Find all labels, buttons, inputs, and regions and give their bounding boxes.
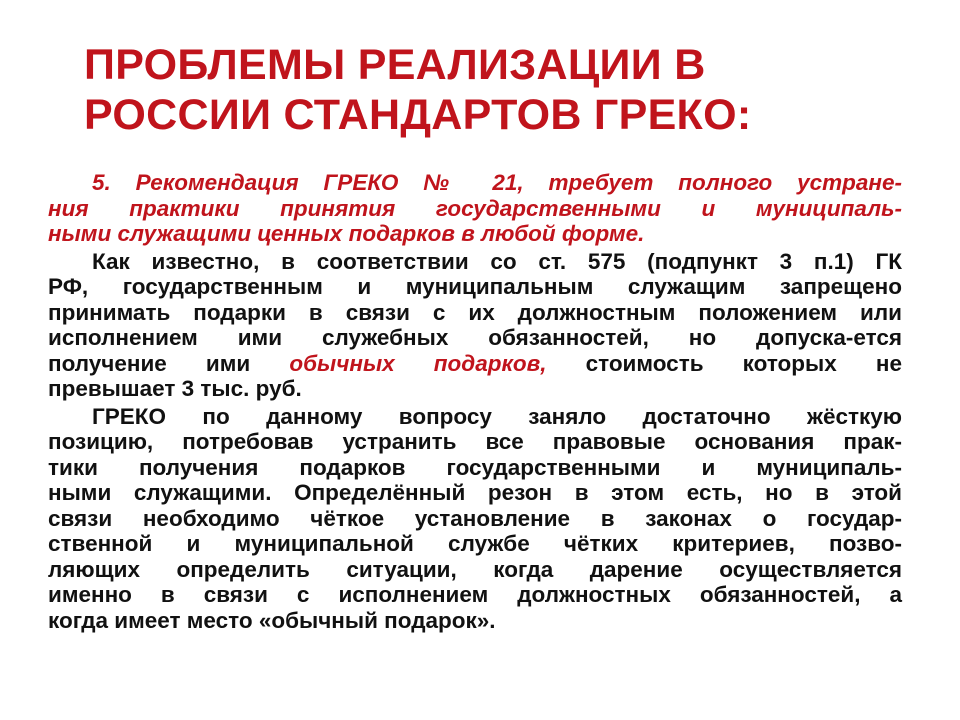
text-line: принимать подарки в связи с их должностным положением или xyxy=(48,299,902,325)
text-line: ными служащими ценных подарков в любой форме. xyxy=(48,221,645,246)
text-line: ляющих определить ситуации, когда дарение осуществляется xyxy=(48,556,902,582)
text-line: РФ, государственным и муниципальным служащим запрещено xyxy=(48,274,902,299)
ordinary-gifts-highlight: обычных подарков, xyxy=(289,350,547,376)
slide-body xyxy=(48,170,902,635)
text-line: связи необходимо чёткое установление в законах о государ- xyxy=(48,505,902,531)
text-line: Как известно, в соответствии со ст. 575 (подпункт 3 п.1) ГК xyxy=(92,248,902,274)
slide-title xyxy=(84,40,904,140)
civil-code-paragraph xyxy=(48,249,902,402)
text-line: именно в связи с исполнением должностных обязанностей, а xyxy=(48,582,902,607)
text-segment: стоимость которых не xyxy=(546,350,902,376)
text-segment: получение ими xyxy=(48,350,290,376)
text-line: позицию, потребовав устранить все правовые основания прак- xyxy=(48,429,902,454)
text-line: ния практики принятия государственными и муниципаль- xyxy=(48,195,902,221)
text-line: ными служащими. Определённый резон в этом есть, но в этой xyxy=(48,480,902,505)
text-line: ственной и муниципальной службе чётких критериев, позво- xyxy=(48,531,902,556)
slide-title-line-1: ПРОБЛЕМЫ РЕАЛИЗАЦИИ В xyxy=(84,41,706,89)
text-line-with-highlight xyxy=(48,351,902,377)
recommendation-paragraph xyxy=(48,170,902,247)
text-line: 5. Рекомендация ГРЕКО № 21, требует полного устране- xyxy=(92,170,902,195)
slide-title-line-2: РОССИИ СТАНДАРТОВ ГРЕКО: xyxy=(84,91,752,139)
text-line: ГРЕКО по данному вопросу заняло достаточно жёсткую xyxy=(92,403,902,429)
text-line: превышает 3 тыс. руб. xyxy=(48,376,302,401)
greco-position-paragraph xyxy=(48,404,902,634)
text-line: когда имеет место «обычный подарок». xyxy=(48,607,496,633)
text-line: исполнением ими служебных обязанностей, но допуска-ется xyxy=(48,325,902,350)
text-line: тики получения подарков государственными и муниципаль- xyxy=(48,454,902,480)
